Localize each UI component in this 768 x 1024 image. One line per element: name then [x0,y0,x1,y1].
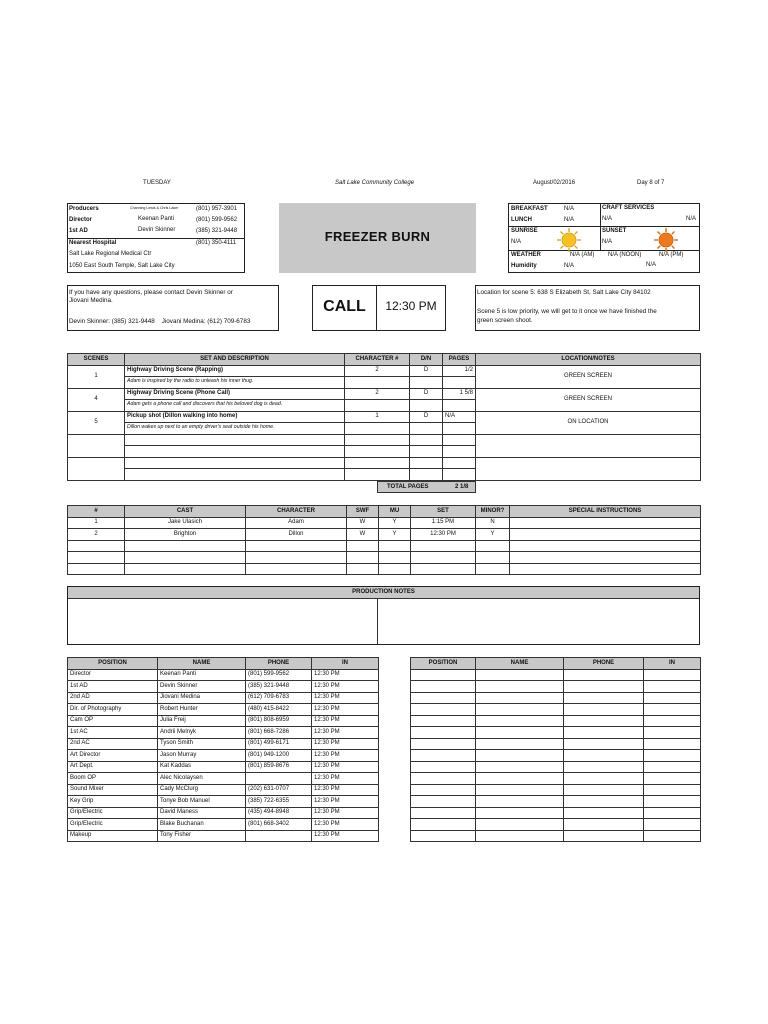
crew-position: Art Dept. [68,761,158,773]
crew-in: 12:30 PM [312,738,379,750]
scene-set: Highway Driving Scene (Phone Call) [125,388,345,400]
crew-name: David Maness [158,807,246,819]
scene-description: Adam is inspired by the radio to unleash his inner thug. [125,377,345,389]
cast-col-cast: CAST [125,506,246,518]
lunch-label: LUNCH [511,217,532,223]
production-notes-box [67,586,700,645]
table-row [411,750,701,762]
table-row [68,715,379,727]
table-row [68,773,379,785]
table-row [68,692,379,704]
location-notes-box [475,285,700,331]
sunrise-value: N/A [511,239,522,245]
sunset-label: SUNSET [602,228,627,234]
crew-in: 12:30 PM [312,796,379,808]
table-row [68,727,379,739]
scene-description: Dillon wakes up next to an empty driver's seat outside his home. [125,423,345,435]
table-row [68,807,379,819]
total-pages-value: 2 1/8 [455,484,469,490]
crew-in: 12:30 PM [312,669,379,681]
table-row [68,365,701,377]
cast-name: Jake Ulasich [125,517,246,529]
crew-name: Blake Buchanan [158,819,246,831]
production-notes-divider [377,599,378,644]
scene-pages: 1 5/8 [443,388,476,400]
crew-name: Alec Nicolaysen [158,773,246,785]
title-block [279,203,476,273]
call-label: CALL [323,298,366,315]
crew-phone: (801) 808-6959 [246,715,312,727]
first-ad-phone: (385) 321-9448 [196,228,238,234]
crew-position: Dir. of Photography [68,704,158,716]
call-time: 12:30 PM [385,299,437,313]
producers-label: Producers [69,206,99,212]
crew-phone: (801) 599-9562 [246,669,312,681]
craft-value: N/A [602,216,613,222]
table-row [411,796,701,808]
location-notes-line-2: Scene 5 is low priority, we will get to it once we have finished the [477,308,657,315]
table-row [411,807,701,819]
scenes-col-set: SET AND DESCRIPTION [125,354,345,366]
crew-table-right [410,657,701,842]
weather-box [508,203,700,273]
cast-table [67,505,701,575]
crew-name: Robert Hunter [158,704,246,716]
scene-set: Pickup shot (Dillon walking into home) [125,411,345,423]
scenes-col-location: LOCATION/NOTES [476,354,701,366]
table-row [68,830,379,842]
cast-mu: Y [379,517,411,529]
shoot-date: August/02/2016 [533,180,576,186]
scene-location: GREEN SCREEN [476,388,701,411]
crew-name: Tyson Smith [158,738,246,750]
crew-in: 12:30 PM [312,784,379,796]
weather-pm: N/A (PM) [659,252,684,258]
contact-box [67,285,279,331]
crew-position: 2nd AC [68,738,158,750]
crew-name: Julia Freij [158,715,246,727]
cast-minor: N [476,517,510,529]
weather-vdivider [600,204,601,250]
cast-character: Dillon [246,529,347,541]
crew-position: Makeup [68,830,158,842]
cast-col-mu: MU [379,506,411,518]
scene-location: ON LOCATION [476,411,701,434]
first-ad-label: 1st AD [69,228,88,234]
crew-position: Sound Mixer [68,784,158,796]
crew-name: Kat Kaddas [158,761,246,773]
crew-position: 1st AD [68,681,158,693]
crew-name: Andrii Melnyk [158,727,246,739]
call-box [312,285,446,331]
sunset-icon [653,227,679,253]
cast-special [510,529,701,541]
table-row [411,704,701,716]
crew-in: 12:30 PM [312,704,379,716]
scene-character: 1 [345,411,410,423]
crew-col-position: POSITION [68,658,158,670]
crew-position: Key Grip [68,796,158,808]
crew-in: 12:30 PM [312,819,379,831]
table-row [411,669,701,681]
table-row [411,830,701,842]
crew-in: 12:30 PM [312,773,379,785]
table-row [68,434,701,446]
crew-name: Tony Fisher [158,830,246,842]
scenes-col-dn: D/N [410,354,443,366]
crew-name: Keenan Panti [158,669,246,681]
scene-set: Highway Driving Scene (Rapping) [125,365,345,377]
producers-box [67,203,245,273]
crew-right-col-name: NAME [476,658,564,670]
table-row [411,681,701,693]
table-row [411,819,701,831]
crew-name: Devin Skinner [158,681,246,693]
crew-phone [246,830,312,842]
scenes-col-pages: PAGES [443,354,476,366]
crew-phone [246,773,312,785]
crew-in: 12:30 PM [312,681,379,693]
table-row [411,761,701,773]
crew-position: Cam OP [68,715,158,727]
contact-line-2: Jiovani Medina. [69,297,113,304]
crew-phone: (385) 321-9448 [246,681,312,693]
crew-in: 12:30 PM [312,807,379,819]
cast-character: Adam [246,517,347,529]
scene-dn: D [410,388,443,400]
cast-name: Brighton [125,529,246,541]
lunch-craft-value: N/A [686,216,697,222]
crew-name: Jason Murray [158,750,246,762]
crew-phone: (435) 494-8948 [246,807,312,819]
scene-dn: D [410,365,443,377]
weather-am: N/A (AM) [570,252,595,258]
crew-phone: (801) 859-8676 [246,761,312,773]
table-row [411,715,701,727]
table-row [68,681,379,693]
breakfast-value: N/A [564,206,575,212]
crew-position: Boom OP [68,773,158,785]
first-ad-name: Devin Skinner [138,227,176,233]
cast-minor: Y [476,529,510,541]
crew-name: Tonye Bob Manuel [158,796,246,808]
table-row [411,692,701,704]
cast-number: 2 [68,529,125,541]
scene-character: 2 [345,388,410,400]
cast-col-character: CHARACTER [246,506,347,518]
crew-phone: (801) 668-3402 [246,819,312,831]
crew-header-row [68,658,379,670]
hospital-label: Nearest Hospital [69,240,117,246]
scene-character: 2 [345,365,410,377]
crew-position: 2nd AD [68,692,158,704]
table-row [68,704,379,716]
producers-phone: (801) 957-3901 [196,206,238,212]
table-row [68,819,379,831]
shoot-location: Salt Lake Community College [335,180,415,186]
scene-dn: D [410,411,443,423]
scene-pages: N/A [443,411,476,423]
table-row [68,796,379,808]
scenes-table [67,353,701,481]
scenes-header-row [68,354,701,366]
director-phone: (801) 599-9562 [196,217,238,223]
sun-icon [556,227,582,253]
cast-mu: Y [379,529,411,541]
table-row [68,517,701,529]
location-notes-line-1: Location for scene 5: 638 S Elizabeth St, Salt Lake City 84102 [477,289,651,296]
weather-label: WEATHER [511,252,541,258]
day-count: Day 8 of 7 [637,180,665,186]
hospital-name: Salt Lake Regional Medical Ctr [69,251,152,257]
table-row [68,784,379,796]
director-name: Keenan Panti [138,216,175,222]
table-row [68,457,701,469]
table-row [68,669,379,681]
total-pages-label: TOTAL PAGES [387,484,429,490]
total-pages-box [377,481,476,493]
humidity-value: N/A [564,263,575,269]
lunch-value: N/A [564,217,575,223]
crew-name: Jiovani Medina [158,692,246,704]
table-row [68,761,379,773]
crew-in: 12:30 PM [312,750,379,762]
table-row [411,784,701,796]
crew-col-name: NAME [158,658,246,670]
cast-col-number: # [68,506,125,518]
hospital-divider [68,238,244,239]
cast-number: 1 [68,517,125,529]
crew-right-col-position: POSITION [411,658,476,670]
scene-number: 4 [68,388,125,411]
cast-special [510,517,701,529]
day-of-week: TUESDAY [143,180,171,186]
producers-names: Channing Lewis & Chris Laker [130,206,179,210]
table-row [68,552,701,564]
crew-in: 12:30 PM [312,715,379,727]
sunrise-label: SUNRISE [511,228,538,234]
table-row [411,738,701,750]
cast-header-row [68,506,701,518]
cast-col-minor: MINOR? [476,506,510,518]
table-row [68,738,379,750]
crew-col-phone: PHONE [246,658,312,670]
cast-col-swf: SWF [347,506,379,518]
crew-right-col-phone: PHONE [564,658,644,670]
humidity-value-2: N/A [646,262,657,268]
scene-location: GREEN SCREEN [476,365,701,388]
sunset-value: N/A [602,239,613,245]
crew-right-col-in: IN [644,658,701,670]
craft-label: CRAFT SERVICES [602,205,655,211]
crew-right-header-row [411,658,701,670]
table-row [411,773,701,785]
crew-in: 12:30 PM [312,727,379,739]
crew-in: 12:30 PM [312,830,379,842]
director-label: Director [69,217,93,223]
crew-position: Grip/Electric [68,807,158,819]
production-notes-header: PRODUCTION NOTES [68,587,699,599]
crew-col-in: IN [312,658,379,670]
table-row [68,388,701,400]
cast-set: 1:15 PM [411,517,476,529]
crew-phone: (612) 709-6783 [246,692,312,704]
crew-phone: (480) 415-8422 [246,704,312,716]
crew-name: Cady McClurg [158,784,246,796]
cast-swf: W [347,517,379,529]
table-row [68,529,701,541]
scene-number: 5 [68,411,125,434]
crew-position: Director [68,669,158,681]
contact-line-3: Devin Skinner: (385) 321-9448 Jiovani Medina: (612) 709-6783 [69,318,251,325]
crew-phone: (801) 499-6171 [246,738,312,750]
table-row [68,750,379,762]
production-title: FREEZER BURN [324,229,431,244]
cast-set: 12:30 PM [411,529,476,541]
humidity-label: Humidity [511,263,537,269]
table-row [68,540,701,552]
hospital-phone: (801) 350-4111 [196,240,237,246]
contact-line-1: If you have any questions, please contact Devin Skinner or [69,289,233,296]
crew-phone: (801) 949-1200 [246,750,312,762]
scene-description: Adam gets a phone call and discovers that his beloved dog is dead. [125,400,345,412]
weather-noon: N/A (NOON) [608,252,642,258]
crew-table-left [67,657,379,842]
crew-phone: (202) 631-0707 [246,784,312,796]
table-row [411,727,701,739]
crew-phone: (385) 722-6355 [246,796,312,808]
breakfast-label: BREAKFAST [511,206,548,212]
scene-number: 1 [68,365,125,388]
crew-position: Grip/Electric [68,819,158,831]
scenes-col-character: CHARACTER # [345,354,410,366]
crew-in: 12:30 PM [312,761,379,773]
crew-position: 1st AC [68,727,158,739]
cast-swf: W [347,529,379,541]
cast-col-set: SET [411,506,476,518]
location-notes-line-3: green screen shoot. [477,317,533,324]
crew-in: 12:30 PM [312,692,379,704]
cast-col-special: SPECIAL INSTRUCTIONS [510,506,701,518]
crew-phone: (801) 668-7286 [246,727,312,739]
hospital-address: 1050 East South Temple, Salt Lake City [69,263,175,269]
table-row [68,563,701,575]
scenes-col-scene: SCENES [68,354,125,366]
table-row [68,411,701,423]
scene-pages: 1/2 [443,365,476,377]
crew-position: Art Director [68,750,158,762]
